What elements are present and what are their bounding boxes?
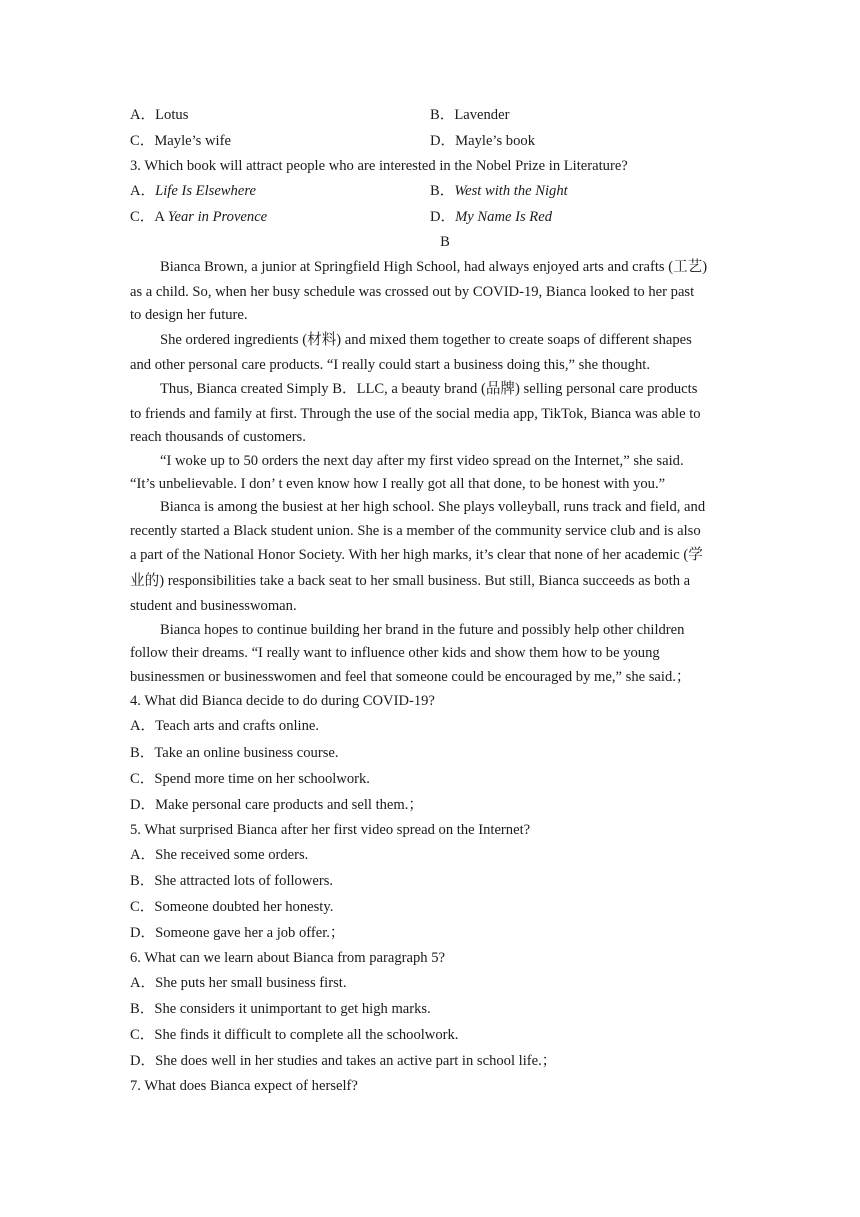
passage-line: “It’s unbelievable. I don’ t even know how I really got all that done, to be honest with you.” [130, 476, 666, 492]
q4-option-d: D．Make personal care products and sell them.； [130, 797, 424, 813]
q6-option-a: A．She puts her small business first. [130, 975, 347, 991]
q5-option-d: D．Someone gave her a job offer.； [130, 925, 345, 941]
passage-line: follow their dreams. “I really want to influence other kids and show them how to be young [130, 645, 660, 661]
passage-line: to design her future. [130, 307, 248, 323]
passage-line: as a child. So, when her busy schedule was crossed out by COVID-19, Bianca looked to her past [130, 284, 695, 300]
q6-option-b: B．She considers it unimportant to get high marks. [130, 1001, 431, 1017]
q5-stem: 5. What surprised Bianca after her first video spread on the Internet? [130, 822, 531, 838]
passage-line: businessmen or businesswomen and feel that someone could be encouraged by me,” she said.； [130, 669, 691, 685]
q6-option-c: C．She finds it difficult to complete all the schoolwork. [130, 1027, 459, 1043]
passage-line: “I woke up to 50 orders the next day after my first video spread on the Internet,” she said. [160, 453, 684, 469]
q5-option-c: C．Someone doubted her honesty. [130, 899, 334, 915]
passage-line: 业的) responsibilities take a back seat to her small business. But still, Bianca succeeds as both a [130, 573, 691, 589]
passage-line: and other personal care products. “I really could start a business doing this,” she thought. [130, 357, 650, 373]
q7-stem: 7. What does Bianca expect of herself? [130, 1078, 358, 1094]
q4-option-a: A．Teach arts and crafts online. [130, 718, 320, 734]
passage-line: She ordered ingredients (材料) and mixed them together to create soaps of different shapes [160, 332, 692, 348]
q4-option-b: B．Take an online business course. [130, 745, 339, 761]
q2-option-a: A．Lotus [130, 107, 189, 123]
q6-option-d: D．She does well in her studies and takes an active part in school life.； [130, 1053, 557, 1069]
q2-option-c: C．Mayle’s wife [130, 133, 231, 149]
q3-option-d: D．My Name Is Red [430, 209, 552, 225]
passage-line: reach thousands of customers. [130, 429, 306, 445]
passage-line: Bianca is among the busiest at her high school. She plays volleyball, runs track and field, and [160, 499, 706, 515]
q3-stem: 3. Which book will attract people who are interested in the Nobel Prize in Literature? [130, 158, 628, 174]
q4-option-c: C．Spend more time on her schoolwork. [130, 771, 370, 787]
q3-option-a: A．Life Is Elsewhere [130, 183, 256, 199]
q3-option-c: C．A Year in Provence [130, 209, 268, 225]
passage-line: Bianca hopes to continue building her brand in the future and possibly help other children [160, 622, 685, 638]
passage-line: Bianca Brown, a junior at Springfield High School, had always enjoyed arts and crafts (工艺) [160, 259, 708, 275]
section-heading: B [440, 234, 450, 250]
q3-option-b: B．West with the Night [430, 183, 568, 199]
q6-stem: 6. What can we learn about Bianca from paragraph 5? [130, 950, 445, 966]
passage-line: recently started a Black student union. She is a member of the community service club and is also [130, 523, 701, 539]
q2-option-d: D．Mayle’s book [430, 133, 535, 149]
passage-line: a part of the National Honor Society. With her high marks, it’s clear that none of her academic (学 [130, 547, 703, 563]
passage-line: to friends and family at first. Through the use of the social media app, TikTok, Bianca was able to [130, 406, 701, 422]
q5-option-a: A．She received some orders. [130, 847, 309, 863]
passage-line: Thus, Bianca created Simply B．LLC, a beauty brand (品牌) selling personal care products [160, 381, 698, 397]
q2-option-b: B．Lavender [430, 107, 510, 123]
passage-line: student and businesswoman. [130, 598, 297, 614]
q5-option-b: B．She attracted lots of followers. [130, 873, 334, 889]
q4-stem: 4. What did Bianca decide to do during COVID-19? [130, 693, 435, 709]
